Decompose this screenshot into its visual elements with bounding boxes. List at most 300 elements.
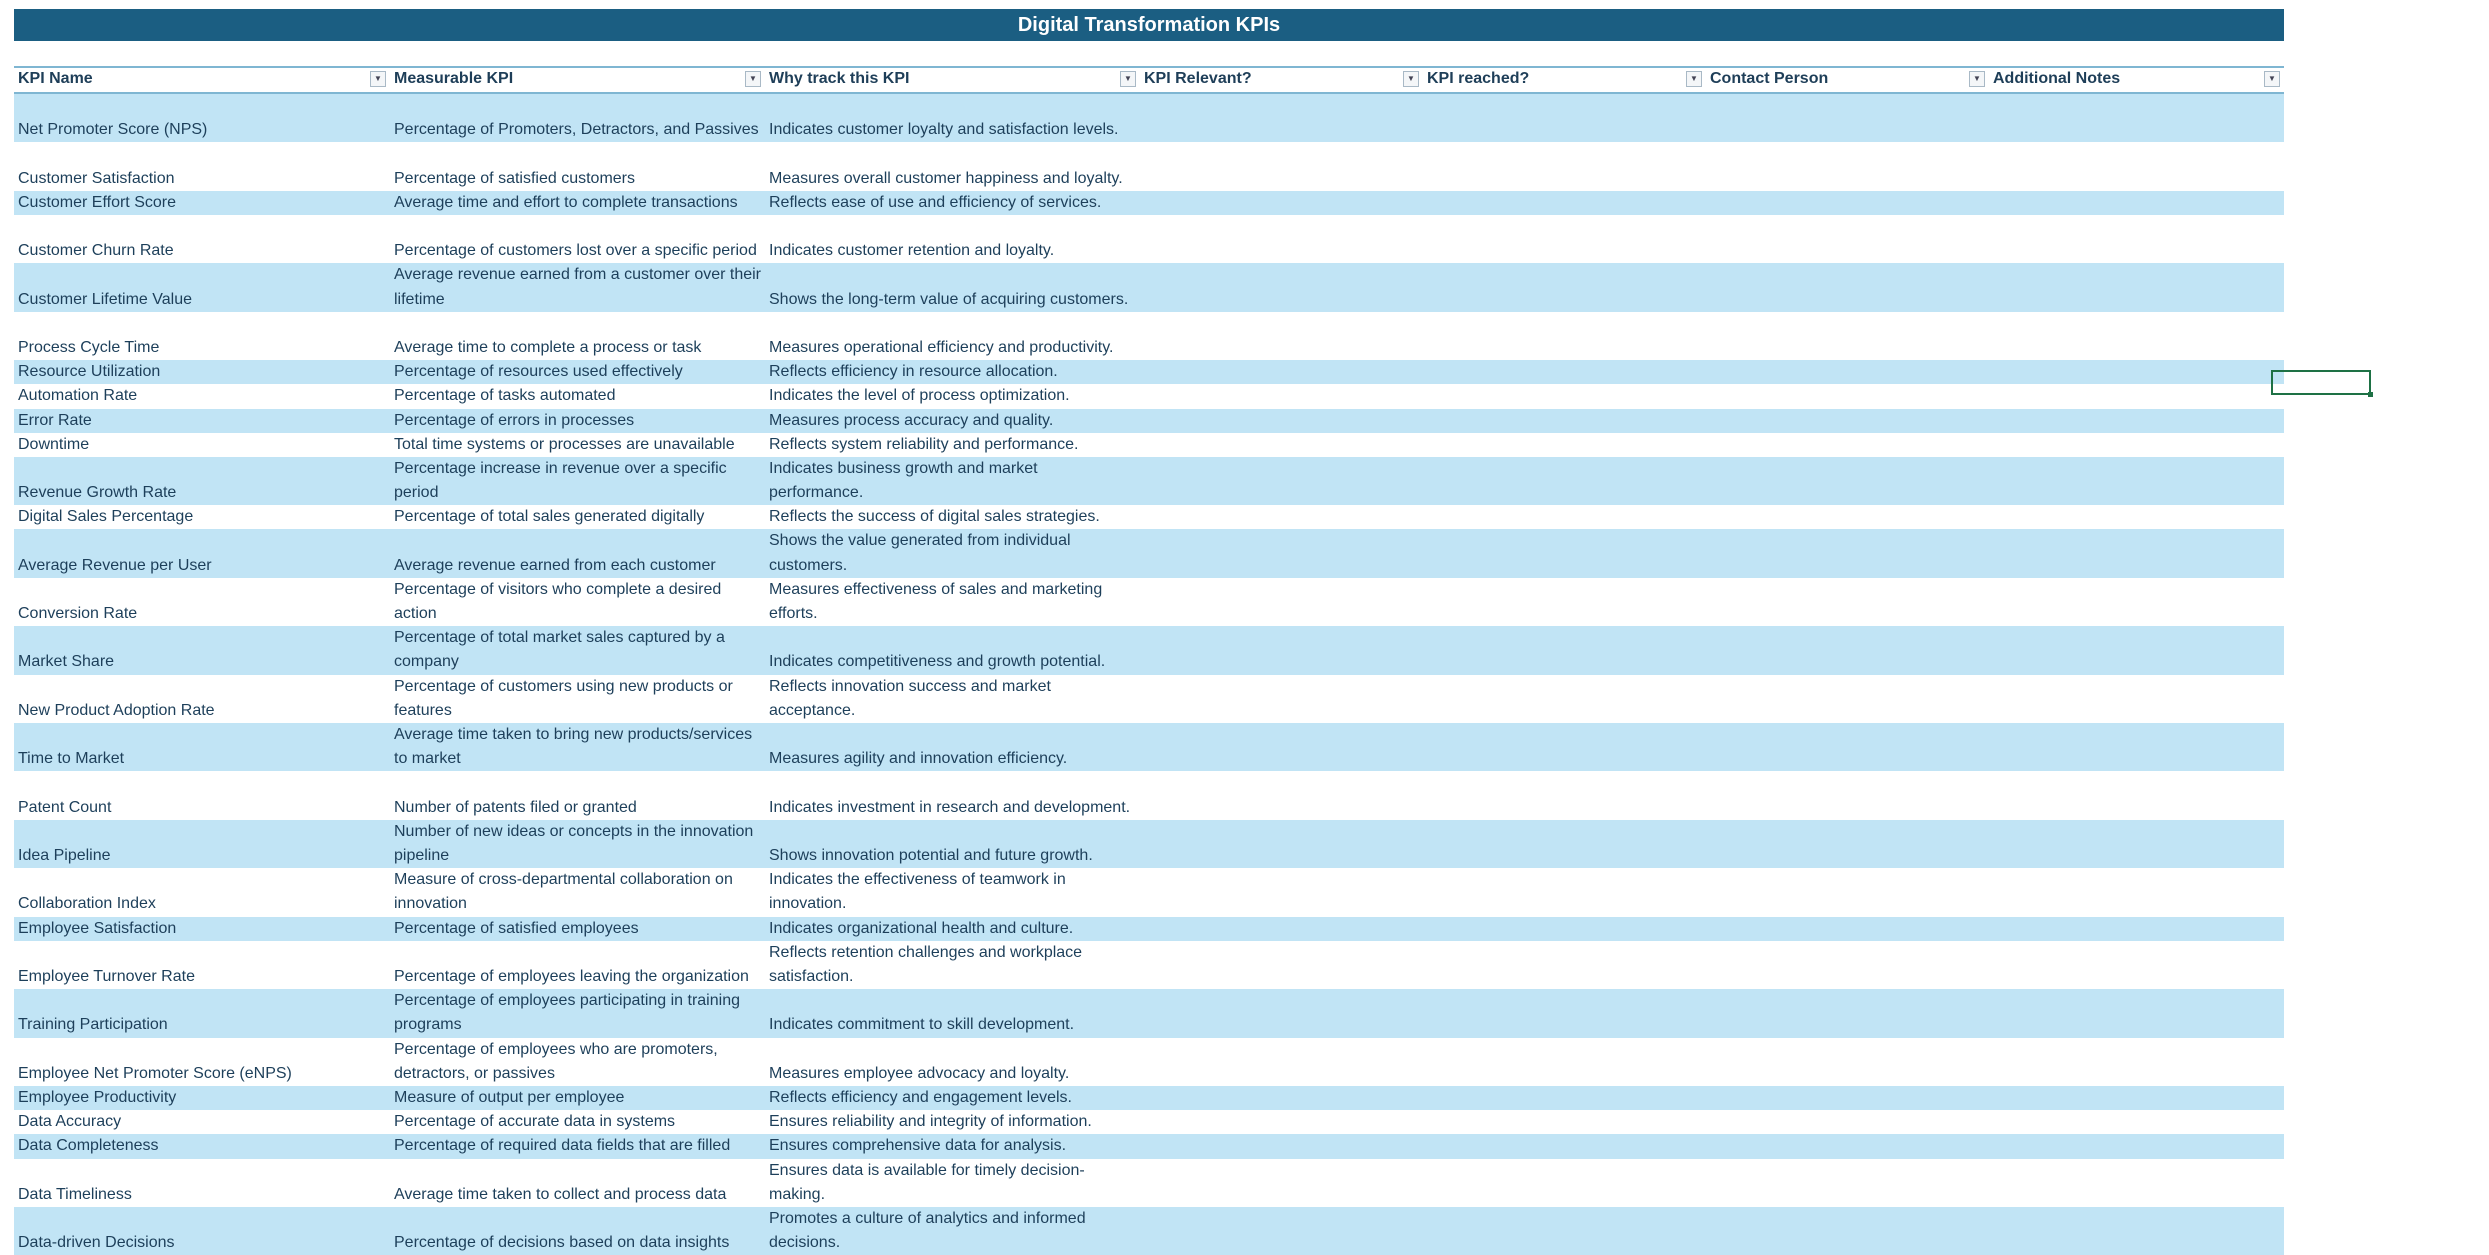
- header-measurable-kpi[interactable]: [390, 68, 765, 92]
- kpi-name-cell[interactable]: [14, 215, 390, 263]
- cell-text: Reflects system reliability and performance.: [769, 435, 1079, 453]
- kpi-relevant-cell[interactable]: [1140, 868, 1423, 916]
- kpi-relevant-cell[interactable]: [1140, 457, 1423, 505]
- kpi-name-cell[interactable]: [14, 723, 390, 771]
- cell-text: Reflects innovation success and market acceptance.: [769, 677, 1051, 719]
- additional-notes-cell[interactable]: [1989, 1038, 2284, 1086]
- cell-text: Data-driven Decisions: [18, 1234, 175, 1252]
- dropdown-arrow-icon[interactable]: ▼: [1403, 71, 1419, 87]
- contact-person-cell[interactable]: [1706, 433, 1989, 457]
- measurable-kpi-cell[interactable]: [390, 529, 765, 577]
- kpi-relevant-cell[interactable]: [1140, 675, 1423, 723]
- kpi-relevant-cell[interactable]: [1140, 384, 1423, 408]
- why-track-cell[interactable]: [765, 1110, 1140, 1134]
- why-track-cell[interactable]: [765, 263, 1140, 311]
- measurable-kpi-cell[interactable]: [390, 723, 765, 771]
- kpi-name-cell[interactable]: [14, 989, 390, 1037]
- additional-notes-cell[interactable]: [1989, 94, 2284, 142]
- sheet-title[interactable]: Digital Transformation KPIs: [14, 9, 2284, 41]
- kpi-name-cell[interactable]: [14, 1110, 390, 1134]
- kpi-name-cell[interactable]: [14, 1086, 390, 1110]
- kpi-name-cell[interactable]: [14, 312, 390, 360]
- additional-notes-cell[interactable]: [1989, 675, 2284, 723]
- kpi-name-cell[interactable]: [14, 578, 390, 626]
- contact-person-cell[interactable]: [1706, 1207, 1989, 1255]
- why-track-cell[interactable]: [765, 433, 1140, 457]
- kpi-reached-cell[interactable]: [1423, 215, 1706, 263]
- kpi-relevant-cell[interactable]: [1140, 1086, 1423, 1110]
- contact-person-cell[interactable]: [1706, 94, 1989, 142]
- contact-person-cell[interactable]: [1706, 578, 1989, 626]
- kpi-name-cell[interactable]: [14, 917, 390, 941]
- kpi-name-cell[interactable]: [14, 1207, 390, 1255]
- measurable-kpi-cell[interactable]: [390, 409, 765, 433]
- table-row: [14, 433, 2284, 457]
- kpi-reached-cell[interactable]: [1423, 505, 1706, 529]
- measurable-kpi-cell[interactable]: [390, 360, 765, 384]
- cell-text: Percentage of errors in processes: [394, 411, 635, 429]
- kpi-name-cell[interactable]: [14, 868, 390, 916]
- cell-text: Average time taken to bring new products/services to market: [394, 726, 753, 768]
- cell-text: Measures effectiveness of sales and marketing efforts.: [769, 580, 1103, 623]
- table-row: [14, 1086, 2284, 1110]
- cell-text: Data Completeness: [18, 1137, 159, 1155]
- contact-person-cell[interactable]: [1706, 941, 1989, 989]
- kpi-name-cell[interactable]: [14, 191, 390, 215]
- kpi-reached-cell[interactable]: [1423, 409, 1706, 433]
- kpi-name-cell[interactable]: [14, 360, 390, 384]
- additional-notes-cell[interactable]: [1989, 868, 2284, 916]
- kpi-reached-cell[interactable]: [1423, 941, 1706, 989]
- table-header-row: [14, 66, 2284, 94]
- kpi-name-cell[interactable]: [14, 1134, 390, 1158]
- cell-text: Digital Sales Percentage: [18, 508, 194, 526]
- kpi-name-cell[interactable]: [14, 626, 390, 674]
- header-kpi-name[interactable]: [14, 68, 390, 92]
- cell-text: Measures agility and innovation efficiency.: [769, 750, 1068, 768]
- why-track-cell[interactable]: [765, 215, 1140, 263]
- table-row: [14, 868, 2284, 916]
- kpi-name-cell[interactable]: [14, 941, 390, 989]
- cell-text: Total time systems or processes are unavailable: [394, 435, 735, 453]
- kpi-name-cell[interactable]: [14, 457, 390, 505]
- header-label: Additional Notes: [1993, 70, 2121, 87]
- measurable-kpi-cell[interactable]: [390, 1110, 765, 1134]
- cell-text: Customer Churn Rate: [18, 242, 174, 260]
- contact-person-cell[interactable]: [1706, 505, 1989, 529]
- kpi-relevant-cell[interactable]: [1140, 820, 1423, 868]
- kpi-reached-cell[interactable]: [1423, 675, 1706, 723]
- measurable-kpi-cell[interactable]: [390, 263, 765, 311]
- why-track-cell[interactable]: [765, 723, 1140, 771]
- additional-notes-cell[interactable]: [1989, 1134, 2284, 1158]
- contact-person-cell[interactable]: [1706, 384, 1989, 408]
- table-row: [14, 820, 2284, 868]
- additional-notes-cell[interactable]: [1989, 1086, 2284, 1110]
- kpi-relevant-cell[interactable]: [1140, 1110, 1423, 1134]
- kpi-relevant-cell[interactable]: [1140, 989, 1423, 1037]
- contact-person-cell[interactable]: [1706, 1038, 1989, 1086]
- kpi-relevant-cell[interactable]: [1140, 917, 1423, 941]
- kpi-reached-cell[interactable]: [1423, 723, 1706, 771]
- kpi-relevant-cell[interactable]: [1140, 529, 1423, 577]
- kpi-name-cell[interactable]: [14, 675, 390, 723]
- header-contact-person[interactable]: [1706, 68, 1989, 92]
- table-row: [14, 723, 2284, 771]
- why-track-cell[interactable]: [765, 820, 1140, 868]
- additional-notes-cell[interactable]: [1989, 941, 2284, 989]
- contact-person-cell[interactable]: [1706, 312, 1989, 360]
- measurable-kpi-cell[interactable]: [390, 1038, 765, 1086]
- kpi-relevant-cell[interactable]: [1140, 1207, 1423, 1255]
- kpi-name-cell[interactable]: [14, 409, 390, 433]
- additional-notes-cell[interactable]: [1989, 142, 2284, 190]
- kpi-relevant-cell[interactable]: [1140, 191, 1423, 215]
- cell-text: Measures process accuracy and quality.: [769, 411, 1054, 429]
- contact-person-cell[interactable]: [1706, 263, 1989, 311]
- table-row: [14, 1159, 2284, 1207]
- cell-text: Process Cycle Time: [18, 338, 160, 356]
- additional-notes-cell[interactable]: [1989, 529, 2284, 577]
- kpi-relevant-cell[interactable]: [1140, 626, 1423, 674]
- measurable-kpi-cell[interactable]: [390, 675, 765, 723]
- header-kpi-reached[interactable]: [1423, 68, 1706, 92]
- kpi-reached-cell[interactable]: [1423, 94, 1706, 142]
- measurable-kpi-cell[interactable]: [390, 941, 765, 989]
- cell-text: Percentage of resources used effectively: [394, 363, 683, 381]
- measurable-kpi-cell[interactable]: [390, 1207, 765, 1255]
- table-row: [14, 1207, 2284, 1255]
- table-row: [14, 1110, 2284, 1134]
- table-row: [14, 263, 2284, 311]
- cell-text: Idea Pipeline: [18, 847, 111, 864]
- cell-text: Percentage of total market sales captured by a company: [394, 629, 725, 671]
- additional-notes-cell[interactable]: [1989, 457, 2284, 505]
- additional-notes-cell[interactable]: [1989, 263, 2284, 311]
- measurable-kpi-cell[interactable]: [390, 433, 765, 457]
- kpi-relevant-cell[interactable]: [1140, 723, 1423, 771]
- additional-notes-cell[interactable]: [1989, 820, 2284, 868]
- measurable-kpi-cell[interactable]: [390, 312, 765, 360]
- cell-text: Average time taken to collect and process data: [394, 1185, 727, 1203]
- why-track-cell[interactable]: [765, 1159, 1140, 1207]
- additional-notes-cell[interactable]: [1989, 360, 2284, 384]
- cell-text: Collaboration Index: [18, 895, 156, 913]
- dropdown-arrow-icon[interactable]: ▼: [370, 71, 386, 87]
- why-track-cell[interactable]: [765, 384, 1140, 408]
- contact-person-cell[interactable]: [1706, 409, 1989, 433]
- cell-text: Percentage of employees leaving the organization: [394, 967, 749, 985]
- kpi-name-cell[interactable]: [14, 820, 390, 868]
- why-track-cell[interactable]: [765, 94, 1140, 142]
- table-row: [14, 675, 2284, 723]
- table-row: [14, 529, 2284, 577]
- why-track-cell[interactable]: [765, 868, 1140, 916]
- contact-person-cell[interactable]: [1706, 191, 1989, 215]
- table-row: [14, 94, 2284, 142]
- cell-text: Net Promoter Score (NPS): [18, 121, 208, 139]
- measurable-kpi-cell[interactable]: [390, 1086, 765, 1110]
- header-label: Measurable KPI: [394, 70, 514, 87]
- table-row: [14, 626, 2284, 674]
- kpi-reached-cell[interactable]: [1423, 433, 1706, 457]
- table-row: [14, 409, 2284, 433]
- kpi-reached-cell[interactable]: [1423, 1159, 1706, 1207]
- why-track-cell[interactable]: [765, 1086, 1140, 1110]
- header-additional-notes[interactable]: [1989, 68, 2284, 92]
- contact-person-cell[interactable]: [1706, 1086, 1989, 1110]
- additional-notes-cell[interactable]: [1989, 215, 2284, 263]
- additional-notes-cell[interactable]: [1989, 989, 2284, 1037]
- why-track-cell[interactable]: [765, 626, 1140, 674]
- dropdown-arrow-icon[interactable]: ▼: [745, 71, 761, 87]
- measurable-kpi-cell[interactable]: [390, 384, 765, 408]
- additional-notes-cell[interactable]: [1989, 409, 2284, 433]
- dropdown-arrow-icon[interactable]: ▼: [1686, 71, 1702, 87]
- why-track-cell[interactable]: [765, 1207, 1140, 1255]
- cell-text: Patent Count: [18, 798, 112, 816]
- kpi-relevant-cell[interactable]: [1140, 941, 1423, 989]
- why-track-cell[interactable]: [765, 360, 1140, 384]
- kpi-table: [14, 9, 2284, 1255]
- dropdown-arrow-icon[interactable]: ▼: [1120, 71, 1136, 87]
- kpi-name-cell[interactable]: [14, 505, 390, 529]
- measurable-kpi-cell[interactable]: [390, 215, 765, 263]
- cell-text: Measures overall customer happiness and loyalty.: [769, 169, 1123, 187]
- contact-person-cell[interactable]: [1706, 675, 1989, 723]
- additional-notes-cell[interactable]: [1989, 626, 2284, 674]
- kpi-name-cell[interactable]: [14, 529, 390, 577]
- dropdown-arrow-icon[interactable]: ▼: [1969, 71, 1985, 87]
- header-label: KPI Name: [18, 70, 93, 87]
- cell-text: Percentage of required data fields that are filled: [394, 1137, 731, 1155]
- additional-notes-cell[interactable]: [1989, 1159, 2284, 1207]
- cell-text: Employee Satisfaction: [18, 919, 177, 937]
- contact-person-cell[interactable]: [1706, 1159, 1989, 1207]
- measurable-kpi-cell[interactable]: [390, 917, 765, 941]
- cell-text: Reflects retention challenges and workplace satisfaction.: [769, 943, 1083, 985]
- measurable-kpi-cell[interactable]: [390, 578, 765, 626]
- why-track-cell[interactable]: [765, 312, 1140, 360]
- kpi-relevant-cell[interactable]: [1140, 215, 1423, 263]
- table-row: [14, 1134, 2284, 1158]
- additional-notes-cell[interactable]: [1989, 433, 2284, 457]
- cell-text: Employee Net Promoter Score (eNPS): [18, 1064, 292, 1082]
- cell-text: Customer Effort Score: [18, 193, 176, 211]
- table-row: [14, 360, 2284, 384]
- measurable-kpi-cell[interactable]: [390, 1159, 765, 1207]
- kpi-name-cell[interactable]: [14, 1038, 390, 1086]
- cell-text: Measure of output per employee: [394, 1088, 625, 1106]
- measurable-kpi-cell[interactable]: [390, 505, 765, 529]
- kpi-reached-cell[interactable]: [1423, 191, 1706, 215]
- kpi-reached-cell[interactable]: [1423, 1134, 1706, 1158]
- kpi-reached-cell[interactable]: [1423, 868, 1706, 916]
- contact-person-cell[interactable]: [1706, 868, 1989, 916]
- measurable-kpi-cell[interactable]: [390, 191, 765, 215]
- kpi-relevant-cell[interactable]: [1140, 94, 1423, 142]
- kpi-name-cell[interactable]: [14, 771, 390, 819]
- kpi-relevant-cell[interactable]: [1140, 1038, 1423, 1086]
- contact-person-cell[interactable]: [1706, 1134, 1989, 1158]
- kpi-relevant-cell[interactable]: [1140, 505, 1423, 529]
- kpi-relevant-cell[interactable]: [1140, 263, 1423, 311]
- table-row: [14, 142, 2284, 190]
- kpi-relevant-cell[interactable]: [1140, 409, 1423, 433]
- measurable-kpi-cell[interactable]: [390, 626, 765, 674]
- cell-text: Number of new ideas or concepts in the innovation pipeline: [394, 822, 754, 864]
- cell-text: Percentage increase in revenue over a specific period: [394, 459, 727, 502]
- kpi-relevant-cell[interactable]: [1140, 771, 1423, 819]
- header-why-track[interactable]: [765, 68, 1140, 92]
- kpi-reached-cell[interactable]: [1423, 820, 1706, 868]
- kpi-reached-cell[interactable]: [1423, 529, 1706, 577]
- additional-notes-cell[interactable]: [1989, 384, 2284, 408]
- why-track-cell[interactable]: [765, 529, 1140, 577]
- kpi-reached-cell[interactable]: [1423, 578, 1706, 626]
- kpi-reached-cell[interactable]: [1423, 1038, 1706, 1086]
- cell-text: Average time to complete a process or task: [394, 338, 702, 356]
- additional-notes-cell[interactable]: [1989, 1110, 2284, 1134]
- why-track-cell[interactable]: [765, 1038, 1140, 1086]
- kpi-reached-cell[interactable]: [1423, 457, 1706, 505]
- cell-text: Percentage of tasks automated: [394, 387, 616, 405]
- table-row: [14, 505, 2284, 529]
- table-row: [14, 215, 2284, 263]
- why-track-cell[interactable]: [765, 1134, 1140, 1158]
- measurable-kpi-cell[interactable]: [390, 771, 765, 819]
- contact-person-cell[interactable]: [1706, 457, 1989, 505]
- kpi-name-cell[interactable]: [14, 263, 390, 311]
- contact-person-cell[interactable]: [1706, 215, 1989, 263]
- why-track-cell[interactable]: [765, 989, 1140, 1037]
- kpi-relevant-cell[interactable]: [1140, 578, 1423, 626]
- why-track-cell[interactable]: [765, 771, 1140, 819]
- why-track-cell[interactable]: [765, 941, 1140, 989]
- measurable-kpi-cell[interactable]: [390, 142, 765, 190]
- header-kpi-relevant[interactable]: [1140, 68, 1423, 92]
- cell-text: Measure of cross-departmental collaboration on innovation: [394, 871, 733, 913]
- kpi-name-cell[interactable]: [14, 142, 390, 190]
- additional-notes-cell[interactable]: [1989, 723, 2284, 771]
- why-track-cell[interactable]: [765, 142, 1140, 190]
- kpi-reached-cell[interactable]: [1423, 142, 1706, 190]
- contact-person-cell[interactable]: [1706, 723, 1989, 771]
- measurable-kpi-cell[interactable]: [390, 94, 765, 142]
- contact-person-cell[interactable]: [1706, 142, 1989, 190]
- table-row: [14, 1038, 2284, 1086]
- kpi-relevant-cell[interactable]: [1140, 1134, 1423, 1158]
- measurable-kpi-cell[interactable]: [390, 457, 765, 505]
- contact-person-cell[interactable]: [1706, 1110, 1989, 1134]
- kpi-reached-cell[interactable]: [1423, 1110, 1706, 1134]
- cell-text: Reflects efficiency in resource allocation.: [769, 363, 1058, 381]
- kpi-relevant-cell[interactable]: [1140, 142, 1423, 190]
- measurable-kpi-cell[interactable]: [390, 989, 765, 1037]
- additional-notes-cell[interactable]: [1989, 312, 2284, 360]
- dropdown-arrow-icon[interactable]: ▼: [2264, 71, 2280, 87]
- measurable-kpi-cell[interactable]: [390, 868, 765, 916]
- kpi-name-cell[interactable]: [14, 1159, 390, 1207]
- kpi-reached-cell[interactable]: [1423, 917, 1706, 941]
- cell-text: Indicates business growth and market performance.: [769, 459, 1038, 502]
- why-track-cell[interactable]: [765, 578, 1140, 626]
- cell-text: Percentage of accurate data in systems: [394, 1113, 676, 1131]
- table-row: [14, 941, 2284, 989]
- kpi-reached-cell[interactable]: [1423, 989, 1706, 1037]
- cell-text: Automation Rate: [18, 387, 138, 405]
- kpi-reached-cell[interactable]: [1423, 360, 1706, 384]
- why-track-cell[interactable]: [765, 505, 1140, 529]
- table-body: [14, 94, 2284, 1255]
- cell-text: Ensures comprehensive data for analysis.: [769, 1137, 1067, 1155]
- contact-person-cell[interactable]: [1706, 820, 1989, 868]
- why-track-cell[interactable]: [765, 191, 1140, 215]
- cell-text: Percentage of customers using new products or features: [394, 677, 733, 719]
- cell-text: Time to Market: [18, 750, 125, 768]
- cell-text: Number of patents filed or granted: [394, 798, 637, 816]
- header-label: KPI reached?: [1427, 70, 1530, 87]
- additional-notes-cell[interactable]: [1989, 1207, 2284, 1255]
- kpi-relevant-cell[interactable]: [1140, 360, 1423, 384]
- additional-notes-cell[interactable]: [1989, 505, 2284, 529]
- cell-text: Revenue Growth Rate: [18, 484, 177, 502]
- kpi-reached-cell[interactable]: [1423, 1086, 1706, 1110]
- kpi-reached-cell[interactable]: [1423, 626, 1706, 674]
- kpi-reached-cell[interactable]: [1423, 312, 1706, 360]
- cell-text: Customer Satisfaction: [18, 169, 175, 187]
- contact-person-cell[interactable]: [1706, 771, 1989, 819]
- kpi-relevant-cell[interactable]: [1140, 433, 1423, 457]
- contact-person-cell[interactable]: [1706, 529, 1989, 577]
- kpi-reached-cell[interactable]: [1423, 384, 1706, 408]
- cell-text: Conversion Rate: [18, 605, 138, 623]
- why-track-cell[interactable]: [765, 675, 1140, 723]
- measurable-kpi-cell[interactable]: [390, 820, 765, 868]
- kpi-reached-cell[interactable]: [1423, 771, 1706, 819]
- table-row: [14, 457, 2284, 505]
- contact-person-cell[interactable]: [1706, 626, 1989, 674]
- cell-text: Indicates customer loyalty and satisfaction levels.: [769, 121, 1119, 139]
- contact-person-cell[interactable]: [1706, 360, 1989, 384]
- additional-notes-cell[interactable]: [1989, 771, 2284, 819]
- cell-text: Error Rate: [18, 411, 92, 429]
- cell-text: Market Share: [18, 653, 115, 671]
- measurable-kpi-cell[interactable]: [390, 1134, 765, 1158]
- kpi-name-cell[interactable]: [14, 433, 390, 457]
- cell-text: Percentage of satisfied customers: [394, 169, 636, 187]
- cell-text: Average Revenue per User: [18, 556, 212, 574]
- cell-text: Reflects ease of use and efficiency of services.: [769, 193, 1102, 211]
- kpi-reached-cell[interactable]: [1423, 263, 1706, 311]
- kpi-reached-cell[interactable]: [1423, 1207, 1706, 1255]
- additional-notes-cell[interactable]: [1989, 191, 2284, 215]
- additional-notes-cell[interactable]: [1989, 917, 2284, 941]
- contact-person-cell[interactable]: [1706, 917, 1989, 941]
- kpi-name-cell[interactable]: [14, 94, 390, 142]
- cell-text: Average revenue earned from each customer: [394, 556, 716, 574]
- kpi-relevant-cell[interactable]: [1140, 1159, 1423, 1207]
- kpi-name-cell[interactable]: [14, 384, 390, 408]
- contact-person-cell[interactable]: [1706, 989, 1989, 1037]
- why-track-cell[interactable]: [765, 457, 1140, 505]
- additional-notes-cell[interactable]: [1989, 578, 2284, 626]
- active-cell-selection[interactable]: [2271, 370, 2371, 395]
- kpi-relevant-cell[interactable]: [1140, 312, 1423, 360]
- why-track-cell[interactable]: [765, 409, 1140, 433]
- why-track-cell[interactable]: [765, 917, 1140, 941]
- header-label: Contact Person: [1710, 70, 1829, 87]
